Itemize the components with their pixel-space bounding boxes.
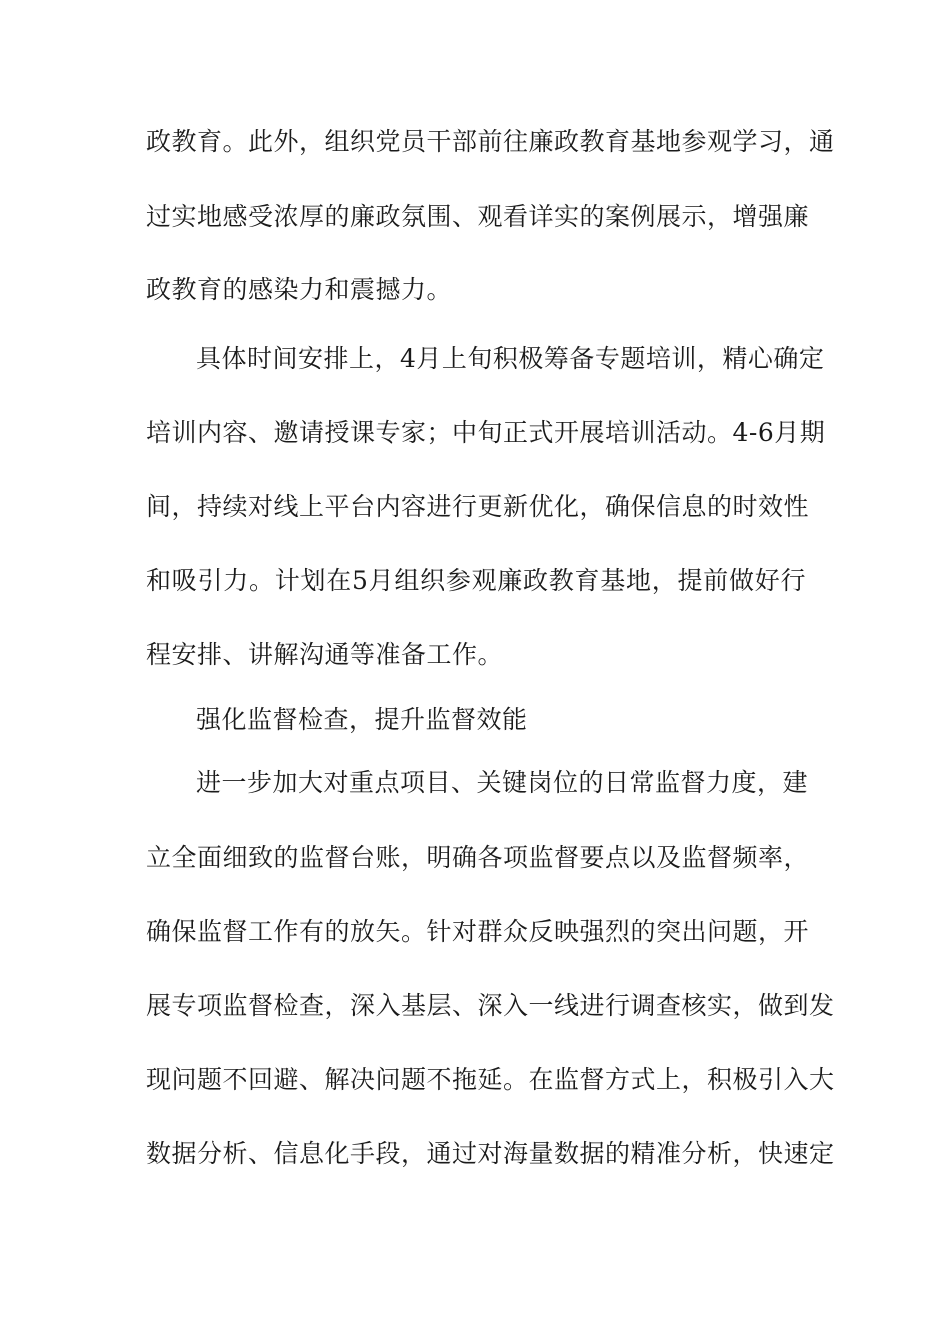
paragraph-line-9: 进一步加大对重点项目、关键岗位的日常监督力度，建 [196, 768, 809, 797]
paragraph-line-10: 立全面细致的监督台账，明确各项监督要点以及监督频率， [146, 843, 810, 872]
paragraph-line-14: 数据分析、信息化手段，通过对海量数据的精准分析，快速定 [146, 1139, 835, 1168]
paragraph-line-5: 培训内容、邀请授课专家；中旬正式开展培训活动。4-6月期 [146, 418, 826, 447]
paragraph-line-11: 确保监督工作有的放矢。针对群众反映强烈的突出问题，开 [146, 917, 810, 946]
paragraph-line-12: 展专项监督检查，深入基层、深入一线进行调查核实，做到发 [146, 991, 835, 1020]
paragraph-line-2: 过实地感受浓厚的廉政氛围、观看详实的案例展示，增强廉 [146, 202, 810, 231]
paragraph-line-13: 现问题不回避、解决问题不拖延。在监督方式上，积极引入大 [146, 1065, 835, 1094]
paragraph-line-6: 间，持续对线上平台内容进行更新优化，确保信息的时效性 [146, 492, 810, 521]
paragraph-line-8: 程安排、讲解沟通等准备工作。 [146, 640, 504, 669]
section-heading: 强化监督检查，提升监督效能 [196, 705, 528, 734]
paragraph-line-4: 具体时间安排上，4月上旬积极筹备专题培训，精心确定 [196, 344, 825, 373]
paragraph-line-1: 政教育。此外，组织党员干部前往廉政教育基地参观学习，通 [146, 127, 835, 156]
paragraph-line-3: 政教育的感染力和震撼力。 [146, 275, 453, 304]
paragraph-line-7: 和吸引力。计划在5月组织参观廉政教育基地，提前做好行 [146, 566, 806, 595]
